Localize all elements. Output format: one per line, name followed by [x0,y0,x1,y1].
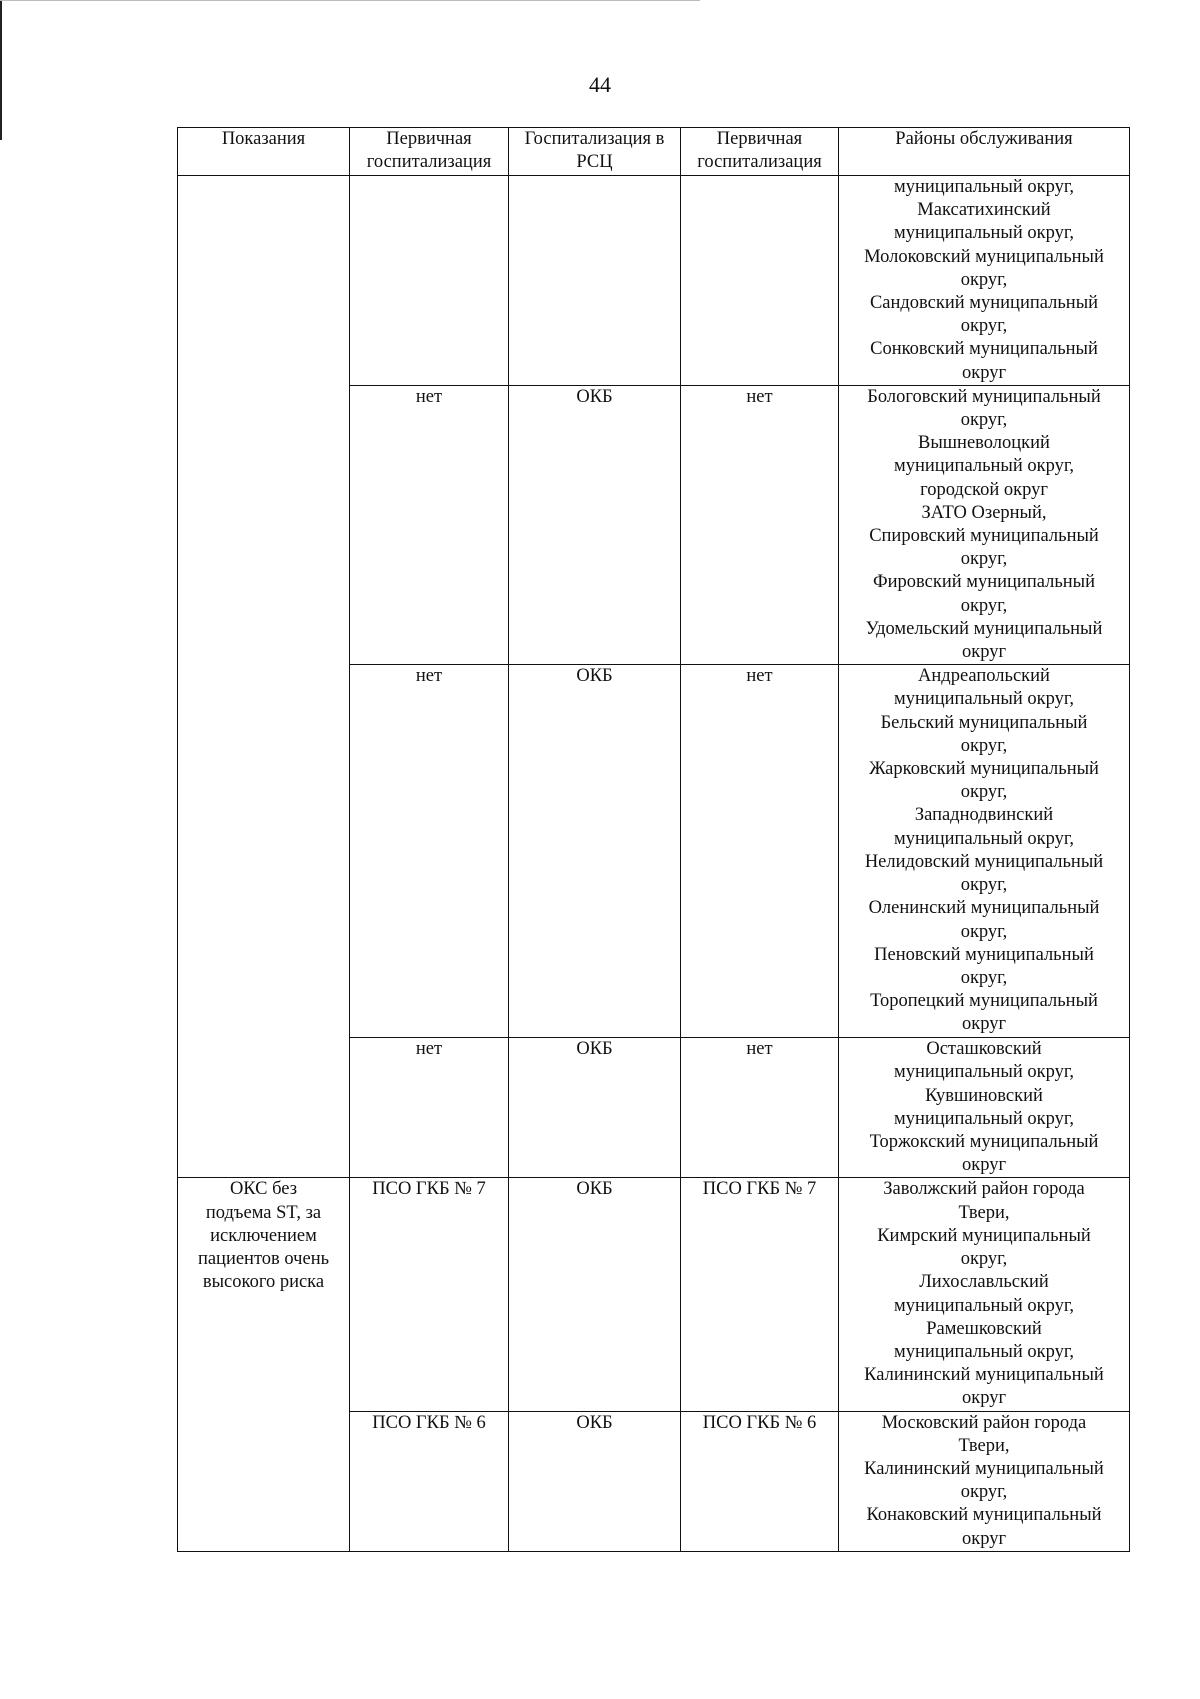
primary-hospitalization-2-cell: ПСО ГКБ № 7 [681,1178,839,1411]
header-rsc-hospitalization: Госпитализация в РСЦ [509,128,681,176]
rsc-hospitalization-cell: ОКБ [509,665,681,1038]
primary-hospitalization-cell [350,176,509,386]
service-districts-cell-line: Удомельский муниципальный [865,618,1103,639]
service-districts-cell-line: Конаковский муниципальный [866,1505,1102,1526]
service-districts-cell-line: округ [961,1388,1007,1409]
service-districts-cell-line: Рамешковский [926,1318,1042,1339]
service-districts-cell-line: городской округ [920,479,1048,500]
service-districts-cell [839,665,1130,1038]
service-districts-cell-line: Бельский муниципальный [880,712,1088,733]
service-districts-cell-line: муниципальный округ, [894,177,1074,197]
service-districts-cell-line: муниципальный округ, [894,1341,1074,1362]
table-row [178,1038,1130,1178]
indication-cell [178,1178,350,1411]
primary-hospitalization-2-cell [681,176,839,386]
service-districts-cell-line: округ, [960,735,1008,756]
service-districts-cell-line: Андреапольский [918,666,1050,687]
service-districts-cell-line: Торжокский муниципальный [869,1132,1099,1153]
indication-cell [178,665,350,1038]
service-districts-cell-line: округ [961,1155,1007,1176]
service-districts-cell-line: округ, [960,595,1008,616]
service-districts-cell-line: Бологовский муниципальный [867,386,1101,407]
service-districts-cell-line: округ, [960,875,1008,896]
service-districts-cell-line: муниципальный округ, [894,456,1074,477]
table-row [178,1411,1130,1551]
service-districts-cell-line: Жарковский муниципальный [869,759,1099,780]
service-districts-cell-line: округ, [960,269,1008,290]
service-districts-cell-line: округ, [960,1249,1008,1270]
indication-cell [178,1411,350,1551]
indication-cell [178,176,350,386]
table-header-row [178,128,1130,176]
service-districts-cell [839,176,1130,386]
service-districts-cell-line: Западнодвинский [914,805,1054,826]
service-districts-cell-line: Калининский муниципальный [864,1458,1104,1479]
primary-hospitalization-2-cell: нет [681,1038,839,1178]
table-row [178,176,1130,386]
service-districts-cell-line: Фировский муниципальный [873,572,1095,593]
service-districts-cell-line: округ, [960,1482,1008,1503]
service-districts-cell-line: Нелидовский муниципальный [864,851,1104,872]
service-districts-cell-line: муниципальный округ, [894,689,1074,710]
service-districts-cell-line: Оленинский муниципальный [868,898,1100,919]
indication-cell [178,1038,350,1178]
service-districts-cell-line: округ [961,642,1007,663]
table-row [178,1178,1130,1411]
rsc-hospitalization-cell: ОКБ [509,1411,681,1551]
service-districts-cell [839,1038,1130,1178]
primary-hospitalization-2-cell: нет [681,665,839,1038]
page-edge-mark [0,0,2,140]
header-primary-hospitalization-1: Первичная госпитализация [350,128,509,176]
service-districts-cell-line: Кувшиновский [925,1085,1043,1106]
service-districts-cell-line: Максатихинский [917,200,1051,221]
service-districts-cell-line: округ [961,362,1007,383]
service-districts-cell-line: Заволжский район города [883,1179,1085,1200]
rsc-hospitalization-cell: ОКБ [509,385,681,664]
service-districts-cell-line: округ, [960,782,1008,803]
service-districts-cell-line: Московский район города [881,1412,1087,1433]
primary-hospitalization-2-cell: нет [681,385,839,664]
service-districts-cell-line: муниципальный округ, [894,1062,1074,1083]
table-row [178,385,1130,664]
indication-cell-line: подъема ST, за [205,1202,322,1223]
service-districts-cell-line: округ, [960,921,1008,942]
service-districts-cell-line: округ [961,1528,1007,1549]
service-districts-cell-line: Спировский муниципальный [869,526,1099,547]
primary-hospitalization-cell: ПСО ГКБ № 6 [350,1411,509,1551]
service-districts-cell-line: округ, [960,410,1008,431]
service-districts-cell-line: Вышневолоцкий [918,433,1050,454]
service-districts-cell [839,1411,1130,1551]
service-districts-cell-line: муниципальный округ, [894,828,1074,849]
service-districts-cell-line: округ, [960,549,1008,570]
service-districts-cell [839,1178,1130,1411]
service-districts-cell-line: округ, [960,967,1008,988]
table-row [178,665,1130,1038]
service-districts-cell-line: Сонковский муниципальный [870,339,1098,360]
service-districts-cell-line: Калининский муниципальный [864,1365,1104,1386]
service-districts-cell-line: муниципальный округ, [894,1108,1074,1129]
page-top-edge [0,0,700,1]
indication-cell-line: пациентов очень [197,1249,330,1270]
indication-cell-line: исключением [210,1225,317,1246]
rsc-hospitalization-cell: ОКБ [509,1178,681,1411]
header-indications: Показания [178,128,350,176]
service-districts-cell-line: Пеновский муниципальный [874,944,1094,965]
service-districts-cell-line: Осташковский [926,1039,1042,1060]
page-number: 44 [589,72,611,97]
service-districts-cell-line: Кимрский муниципальный [877,1225,1091,1246]
service-districts-cell [839,385,1130,664]
service-districts-cell-line: Твери, [958,1435,1010,1456]
primary-hospitalization-cell: нет [350,1038,509,1178]
service-districts-cell-line: Лихославльский [919,1272,1049,1293]
primary-hospitalization-cell: ПСО ГКБ № 7 [350,1178,509,1411]
rsc-hospitalization-cell [509,176,681,386]
service-districts-cell-line: округ [961,1014,1007,1035]
service-districts-cell-line: Молоковский муниципальный [864,246,1104,267]
primary-hospitalization-2-cell: ПСО ГКБ № 6 [681,1411,839,1551]
indication-cell-line: высокого риска [202,1272,325,1293]
service-areas-table [177,127,1130,1552]
rsc-hospitalization-cell: ОКБ [509,1038,681,1178]
header-service-districts: Районы обслуживания [839,128,1130,176]
indication-cell-line: ОКС без [229,1179,298,1200]
service-districts-cell-line: Сандовский муниципальный [869,293,1099,314]
service-districts-cell-line: Твери, [958,1202,1010,1223]
indication-cell [178,385,350,664]
header-primary-hospitalization-2: Первичная госпитализация [681,128,839,176]
service-districts-cell-line: ЗАТО Озерный, [921,502,1047,523]
table-body [178,176,1130,1552]
service-districts-cell-line: муниципальный округ, [894,1295,1074,1316]
service-districts-cell-line: округ, [960,316,1008,337]
service-districts-cell-line: муниципальный округ, [894,223,1074,244]
primary-hospitalization-cell: нет [350,385,509,664]
service-districts-cell-line: Торопецкий муниципальный [870,991,1098,1012]
primary-hospitalization-cell: нет [350,665,509,1038]
